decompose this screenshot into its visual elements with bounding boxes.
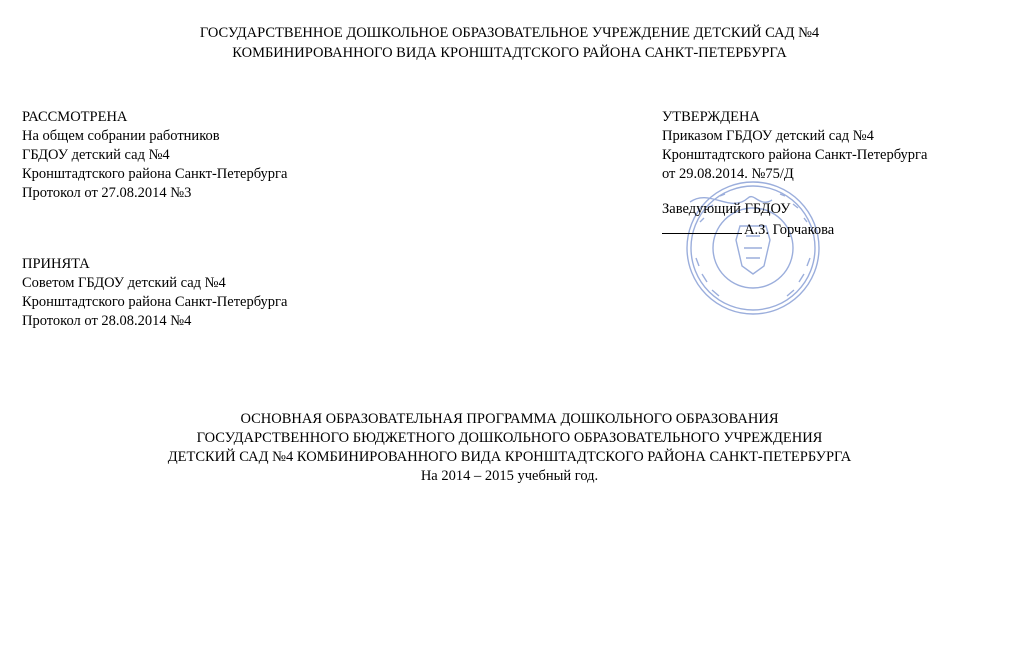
- header-line-1: ГОСУДАРСТВЕННОЕ ДОШКОЛЬНОЕ ОБРАЗОВАТЕЛЬНОЕ УЧРЕЖДЕНИЕ ДЕТСКИЙ САД №4: [199, 25, 820, 41]
- signature-line: [662, 219, 742, 234]
- head-title: Заведующий ГБДОУ: [662, 201, 791, 217]
- considered-line: Кронштадтского района Санкт-Петербурга: [22, 166, 288, 182]
- approved-block: [662, 108, 927, 184]
- signature-row: [662, 219, 834, 238]
- accepted-line: Советом ГБДОУ детский сад №4: [22, 275, 226, 291]
- considered-heading: РАССМОТРЕНА: [22, 109, 128, 125]
- considered-line: Протокол от 27.08.2014 №3: [22, 185, 192, 201]
- official-stamp-icon: [680, 178, 826, 318]
- approved-heading: УТВЕРЖДЕНА: [662, 109, 760, 125]
- program-title: [0, 410, 1019, 486]
- title-line: ОСНОВНАЯ ОБРАЗОВАТЕЛЬНАЯ ПРОГРАММА ДОШКОЛЬНОГО ОБРАЗОВАНИЯ: [240, 411, 779, 427]
- approved-line: от 29.08.2014. №75/Д: [662, 166, 794, 182]
- considered-block: [22, 108, 287, 203]
- approved-line: Приказом ГБДОУ детский сад №4: [662, 128, 874, 144]
- title-line: ГОСУДАРСТВЕННОГО БЮДЖЕТНОГО ДОШКОЛЬНОГО ОБРАЗОВАТЕЛЬНОГО УЧРЕЖДЕНИЯ: [196, 430, 823, 446]
- title-year-line: На 2014 – 2015 учебный год.: [420, 468, 599, 484]
- accepted-heading: ПРИНЯТА: [22, 256, 90, 272]
- considered-line: ГБДОУ детский сад №4: [22, 147, 170, 163]
- accepted-line: Кронштадтского района Санкт-Петербурга: [22, 294, 288, 310]
- head-signature-block: [662, 200, 834, 238]
- accepted-block: [22, 255, 287, 331]
- title-line: ДЕТСКИЙ САД №4 КОМБИНИРОВАННОГО ВИДА КРОНШТАДТСКОГО РАЙОНА САНКТ-ПЕТЕРБУРГА: [167, 449, 852, 465]
- document-header: [0, 23, 1019, 63]
- considered-line: На общем собрании работников: [22, 128, 220, 144]
- header-line-2: КОМБИНИРОВАННОГО ВИДА КРОНШТАДТСКОГО РАЙОНА САНКТ-ПЕТЕРБУРГА: [232, 45, 787, 61]
- approved-line: Кронштадтского района Санкт-Петербурга: [662, 147, 928, 163]
- accepted-line: Протокол от 28.08.2014 №4: [22, 313, 192, 329]
- head-name: А.З. Горчакова: [744, 222, 835, 238]
